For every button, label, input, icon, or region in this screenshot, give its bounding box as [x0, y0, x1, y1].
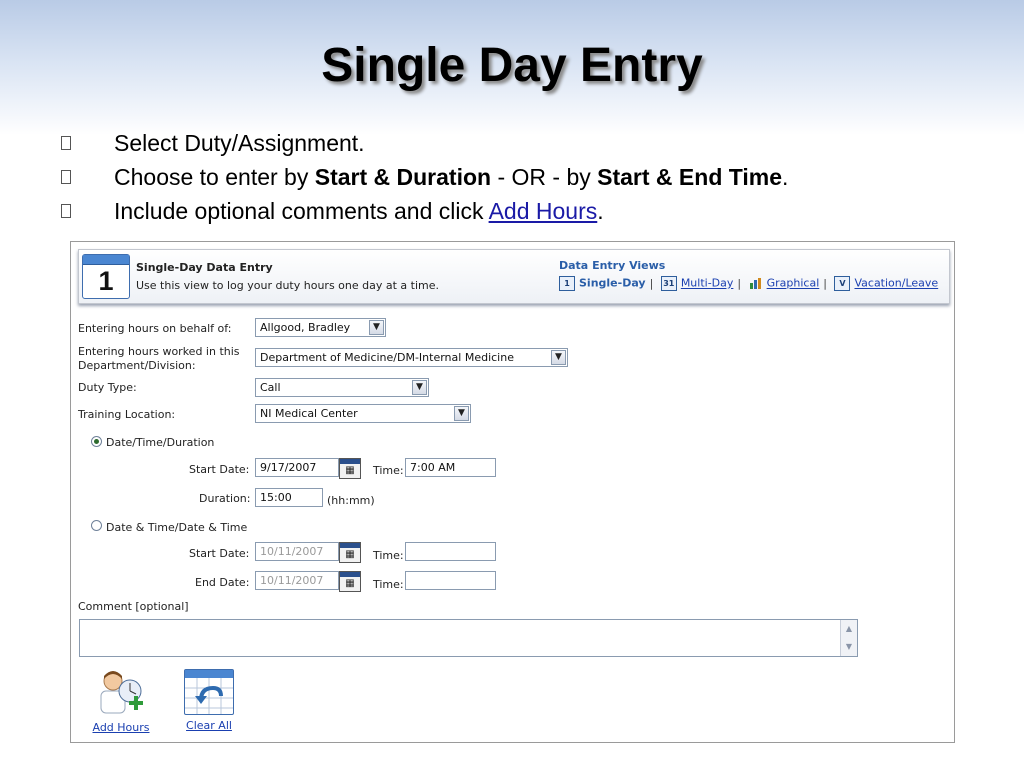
add-hours-button[interactable]: Add Hours	[91, 667, 151, 734]
bullet-text: Select Duty/Assignment.	[114, 130, 365, 156]
add-hours-link[interactable]: Add Hours	[488, 198, 598, 224]
duty-type-select[interactable]: Call ▼	[255, 378, 429, 397]
app-screenshot	[70, 241, 955, 743]
range-end-time-input[interactable]	[405, 571, 496, 590]
scrollbar[interactable]: ▲ ▼	[840, 620, 857, 656]
header-subtitle: Use this view to log your duty hours one day at a time.	[136, 279, 440, 292]
start-date-input[interactable]: 9/17/2007	[255, 458, 339, 477]
chart-icon	[749, 277, 763, 290]
chevron-down-icon: ▼	[412, 380, 427, 395]
entry-header	[78, 249, 950, 304]
bullet-item	[60, 194, 1000, 228]
calendar-picker-icon[interactable]: ▦	[339, 542, 361, 563]
duration-input[interactable]: 15:00	[255, 488, 323, 507]
range-start-date-input[interactable]: 10/11/2007	[255, 542, 339, 561]
view-multi-day[interactable]: Multi-Day	[680, 276, 734, 290]
chevron-down-icon: ▼	[551, 350, 566, 365]
calendar-picker-icon[interactable]: ▦	[339, 571, 361, 592]
bullet-box-icon	[61, 170, 71, 184]
multi-day-icon: 31	[661, 276, 677, 291]
calendar-icon: 1	[82, 254, 130, 299]
mode-end-time-radio[interactable]	[91, 520, 102, 531]
header-title: Single-Day Data Entry	[136, 261, 273, 274]
add-hours-icon	[94, 667, 148, 717]
view-single-day[interactable]: Single-Day	[579, 276, 646, 290]
comment-label: Comment [optional]	[78, 600, 189, 613]
mode-duration-radio[interactable]	[91, 436, 102, 447]
chevron-down-icon: ▼	[369, 320, 384, 335]
bullet-text: Choose to enter by Start & Duration - OR - by Start & End Time.	[114, 164, 789, 190]
dept-label-line1: Entering hours worked in this	[78, 345, 240, 358]
bullet-item	[60, 126, 1000, 160]
bullet-item	[60, 160, 1000, 194]
chevron-down-icon: ▼	[454, 406, 469, 421]
mode-end-time-label: Date & Time/Date & Time	[106, 521, 248, 534]
training-location-label: Training Location:	[78, 408, 176, 421]
duration-label: Duration:	[199, 492, 251, 505]
start-date-label: Start Date:	[189, 547, 250, 560]
start-date-label: Start Date:	[189, 463, 250, 476]
bullet-list	[60, 126, 1000, 228]
view-vacation-leave[interactable]: Vacation/Leave	[854, 276, 939, 290]
dept-label-line2: Department/Division:	[78, 359, 196, 372]
duration-hint: (hh:mm)	[327, 494, 375, 507]
single-day-icon: 1	[559, 276, 575, 291]
mode-duration-label: Date/Time/Duration	[106, 436, 215, 449]
time-label: Time:	[373, 464, 404, 477]
view-graphical[interactable]: Graphical	[766, 276, 820, 290]
clear-all-button[interactable]: Clear All	[181, 669, 237, 732]
start-time-input[interactable]: 7:00 AM	[405, 458, 496, 477]
undo-calendar-icon	[184, 669, 234, 715]
training-location-select[interactable]: NI Medical Center ▼	[255, 404, 471, 423]
time-label: Time:	[373, 578, 404, 591]
end-date-label: End Date:	[195, 576, 250, 589]
vacation-icon: V	[834, 276, 850, 291]
views-title: Data Entry Views	[559, 259, 666, 272]
slide-title: Single Day Entry	[321, 39, 703, 92]
bullet-box-icon	[61, 136, 71, 150]
range-start-time-input[interactable]	[405, 542, 496, 561]
bullet-text: Include optional comments and click Add Hours.	[114, 198, 604, 224]
views-nav: 1 Single-Day | 31 Multi-Day | Graphical | V Vacation/Leave	[559, 276, 938, 291]
comment-textarea[interactable]	[79, 619, 858, 657]
bullet-box-icon	[61, 204, 71, 218]
behalf-label: Entering hours on behalf of:	[78, 322, 232, 335]
behalf-select[interactable]: Allgood, Bradley ▼	[255, 318, 386, 337]
duty-type-label: Duty Type:	[78, 381, 137, 394]
calendar-picker-icon[interactable]: ▦	[339, 458, 361, 479]
range-end-date-input[interactable]: 10/11/2007	[255, 571, 339, 590]
time-label: Time:	[373, 549, 404, 562]
department-select[interactable]: Department of Medicine/DM-Internal Medicine ▼	[255, 348, 568, 367]
